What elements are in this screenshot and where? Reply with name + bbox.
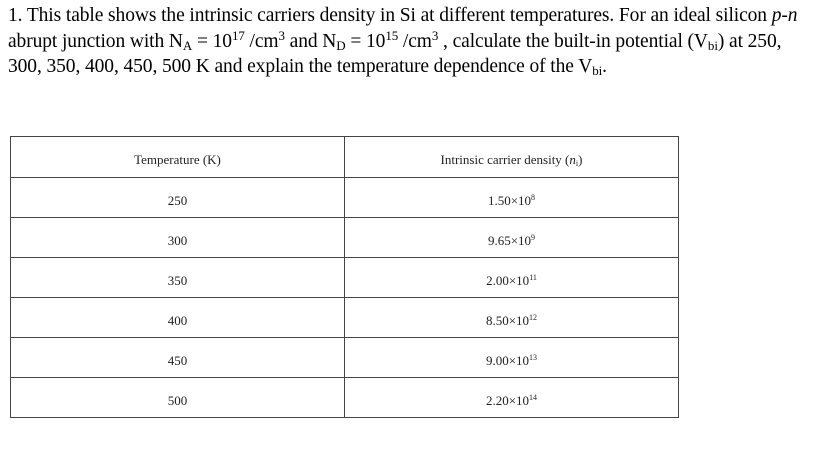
acceptor-exponent: 17 — [231, 27, 245, 43]
question-text — [8, 3, 808, 80]
unit-exponent: 3 — [431, 27, 439, 43]
carrier-density-table — [10, 136, 679, 418]
density-exponent: 14 — [529, 392, 538, 402]
donor-exponent: 15 — [385, 27, 399, 43]
vbi-subscript: bi — [592, 63, 603, 78]
vbi-subscript: bi — [707, 37, 718, 53]
question-segment: = 10 — [192, 30, 232, 52]
density-cell — [345, 378, 679, 418]
density-mantissa: 8.50×10 — [485, 312, 530, 328]
question-segment: /cm — [244, 30, 279, 52]
question-segment: = 10 — [345, 30, 386, 52]
density-mantissa: 1.50×10 — [487, 192, 532, 208]
table-header-row — [11, 137, 679, 178]
density-exponent: 8 — [531, 192, 536, 202]
density-exponent: 13 — [529, 352, 538, 362]
question-intro: 1. This table shows the intrinsic carriers density in Si at different temperatures. For an ideal silicon — [8, 5, 772, 26]
header-temperature: Temperature (K) — [11, 137, 345, 178]
temperature-cell: 500 — [11, 378, 345, 418]
question-segment: /cm — [398, 30, 432, 52]
question-segment: . — [602, 56, 607, 77]
density-cell — [345, 298, 679, 338]
question-segment: abrupt junction with N — [8, 30, 183, 52]
density-cell — [345, 218, 679, 258]
density-mantissa: 9.65×10 — [487, 232, 532, 248]
table-row — [11, 338, 679, 378]
unit-exponent: 3 — [278, 27, 285, 43]
temperature-cell: 350 — [11, 258, 345, 298]
table-row — [11, 258, 679, 298]
temperature-cell: 450 — [11, 338, 345, 378]
header-density-close: ) — [578, 152, 583, 167]
donor-subscript: D — [336, 37, 346, 53]
density-exponent: 12 — [529, 312, 538, 322]
table-body — [11, 178, 679, 418]
header-density-variable: n — [569, 152, 576, 167]
question-segment: , calculate the built-in potential (V — [438, 30, 708, 52]
header-density-label: Intrinsic carrier density ( — [440, 152, 570, 167]
temperature-cell: 400 — [11, 298, 345, 338]
density-mantissa: 2.00×10 — [486, 272, 530, 288]
table-row — [11, 298, 679, 338]
density-exponent: 11 — [529, 272, 537, 282]
temperature-cell: 300 — [11, 218, 345, 258]
density-cell — [345, 178, 679, 218]
density-cell — [345, 338, 679, 378]
question-segment: ) at 250, 300, 350, 400, 450, 500 K and explain the temperature dependence of the V — [8, 30, 782, 77]
density-cell — [345, 258, 679, 298]
question-segment: and N — [284, 30, 337, 52]
density-exponent: 9 — [531, 232, 536, 242]
header-intrinsic-density — [345, 137, 679, 178]
temperature-cell: 250 — [11, 178, 345, 218]
header-density-subscript: i — [575, 159, 579, 168]
density-mantissa: 2.20×10 — [485, 392, 530, 408]
table-row — [11, 178, 679, 218]
acceptor-subscript: A — [182, 37, 193, 53]
table-row — [11, 378, 679, 418]
junction-type: p-n — [771, 5, 798, 26]
density-mantissa: 9.00×10 — [485, 352, 530, 368]
table-row — [11, 218, 679, 258]
